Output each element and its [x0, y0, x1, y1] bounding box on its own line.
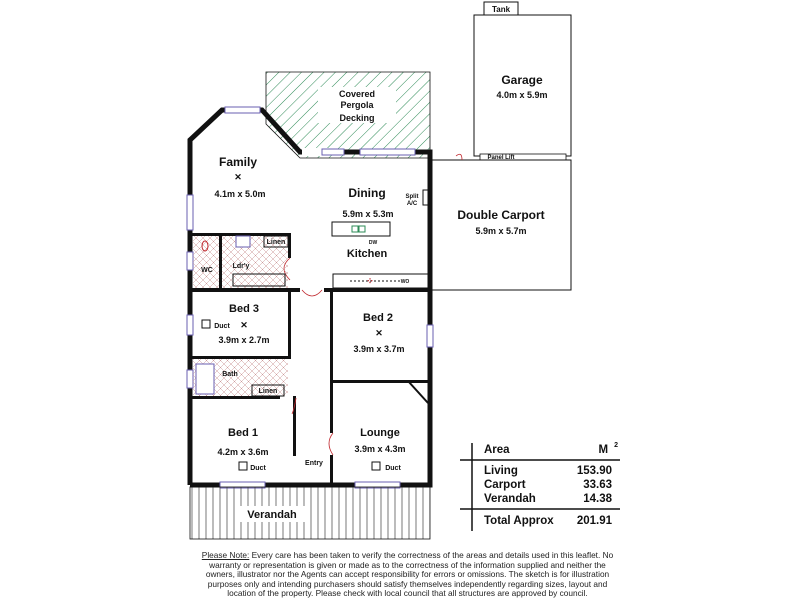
svg-text:Bed 1: Bed 1 [228, 427, 258, 439]
svg-text:Bed 2: Bed 2 [363, 312, 393, 324]
duct-icon [239, 462, 247, 470]
cooktop-icon: ⁘ [366, 276, 374, 286]
room-lounge [354, 427, 405, 472]
room-bed-1 [217, 427, 268, 472]
room-wc-laundry [193, 236, 288, 288]
fan-icon: ✕ [240, 320, 248, 330]
area-row-verandah: Verandah 14.38 [484, 493, 612, 505]
area-unit-sup: 2 [614, 442, 618, 449]
note-heading: Please Note: [201, 550, 250, 560]
svg-text:4.1m x 5.0m: 4.1m x 5.0m [214, 189, 266, 199]
room-bed-3 [202, 303, 270, 345]
svg-text:3.9m x 3.7m: 3.9m x 3.7m [353, 344, 405, 354]
duct-icon [372, 462, 380, 470]
area-row-total: Total Approx 201.91 [484, 515, 612, 527]
room-dining-kitchen [332, 186, 428, 288]
svg-text:Family: Family [218, 155, 258, 169]
note-text: Every care has been taken to verify the correctness of the areas and details used in this leaflet. No warranty or representation is given or made as to the correctness of the information supplied and neither the owners, illustrator nor the Agents can accept responsibility for errors or omissions. The sketch is for illustration purposes only and intending purchasers should satisfy themselves independently regarding sizes, layout and location of the property. Please check with local council that all structures are approved by council. [205, 550, 614, 599]
area-header: Area [484, 444, 510, 456]
svg-text:Lounge: Lounge [360, 427, 400, 439]
fan-icon: ✕ [234, 172, 242, 182]
svg-text:5.9m x 5.3m: 5.9m x 5.3m [342, 209, 394, 219]
svg-text:Garage: Garage [501, 73, 543, 87]
entry-label: Entry [305, 460, 323, 467]
svg-text:Dining: Dining [348, 186, 386, 200]
duct-icon [202, 320, 210, 328]
svg-text:Verandah: Verandah [247, 509, 297, 521]
fan-icon: ✕ [375, 328, 383, 338]
svg-text:Kitchen: Kitchen [346, 248, 388, 260]
area-table [460, 443, 620, 528]
linen-label: Linen [258, 388, 278, 395]
svg-text:WO: WO [400, 279, 410, 285]
svg-text:4.2m x 3.6m: 4.2m x 3.6m [217, 447, 269, 457]
svg-text:Duct: Duct [250, 465, 266, 472]
double-carport [430, 154, 571, 290]
svg-text:Pergola: Pergola [340, 100, 374, 110]
disclaimer-note [195, 551, 620, 599]
room-family [214, 155, 265, 199]
svg-text:Panel Lift: Panel Lift [487, 155, 515, 161]
area-unit: M [598, 444, 609, 456]
svg-text:Tank: Tank [491, 5, 511, 14]
svg-text:Bath: Bath [222, 371, 238, 378]
room-bed-2 [353, 312, 404, 354]
svg-text:A/C: A/C [406, 201, 418, 207]
svg-text:5.9m x 5.7m: 5.9m x 5.7m [475, 226, 527, 236]
svg-text:3.9m x 4.3m: 3.9m x 4.3m [354, 444, 406, 454]
svg-text:3.9m x 2.7m: 3.9m x 2.7m [218, 335, 270, 345]
svg-text:Linen: Linen [266, 239, 286, 246]
svg-text:Bed 3: Bed 3 [229, 303, 259, 315]
garage [474, 15, 571, 156]
svg-text:4.0m x 5.9m: 4.0m x 5.9m [496, 90, 548, 100]
svg-text:DW: DW [368, 240, 378, 246]
tank [484, 2, 518, 15]
svg-text:WC: WC [201, 267, 213, 274]
area-row-carport: Carport 33.63 [484, 479, 612, 491]
svg-text:Ldr'y: Ldr'y [232, 263, 250, 270]
svg-text:Duct: Duct [214, 323, 230, 330]
svg-text:Duct: Duct [385, 465, 401, 472]
svg-text:Split: Split [405, 194, 419, 200]
svg-text:Covered: Covered [338, 89, 376, 99]
verandah [190, 487, 430, 539]
svg-text:Decking: Decking [339, 113, 375, 123]
area-row-living: Living 153.90 [484, 465, 612, 477]
svg-text:Double Carport: Double Carport [457, 208, 545, 222]
